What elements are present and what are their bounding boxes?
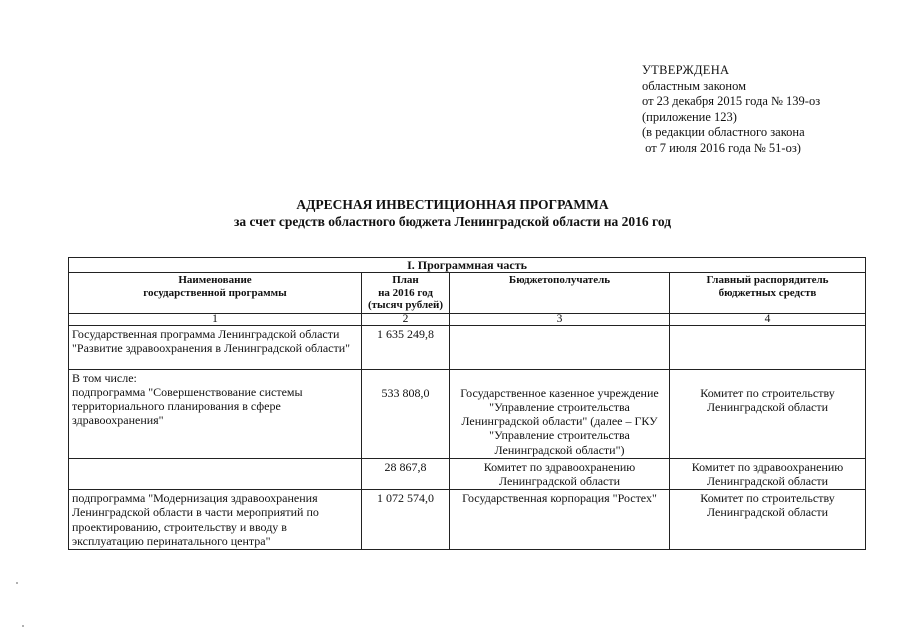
- plan-amount: 533 808,0: [362, 369, 450, 458]
- document-title-line1: АДРЕСНАЯ ИНВЕСТИЦИОННАЯ ПРОГРАММА: [296, 197, 609, 212]
- approval-stamp: [642, 63, 820, 156]
- scan-speck: [16, 582, 18, 584]
- column-number: 2: [362, 313, 450, 325]
- header-manager: [670, 273, 866, 314]
- header-manager-line: бюджетных средств: [718, 286, 817, 299]
- header-name-line: государственной программы: [143, 286, 287, 299]
- table-row: [69, 490, 866, 550]
- header-plan: [362, 273, 450, 314]
- header-plan-line: на 2016 год: [378, 286, 433, 299]
- program-name: подпрограмма "Совершенствование системы территориального планирования в сфере здравоохранения": [72, 384, 303, 428]
- approval-title: УТВЕРЖДЕНА: [642, 63, 730, 77]
- budget-manager: [670, 325, 866, 369]
- budget-manager: Комитет по строительству Ленинградской области: [670, 369, 866, 458]
- plan-amount: 28 867,8: [362, 458, 450, 489]
- plan-amount: 1 072 574,0: [362, 490, 450, 550]
- header-manager-line: Главный распорядитель: [706, 274, 829, 287]
- approval-line: (приложение 123): [642, 109, 737, 124]
- plan-amount: 1 635 249,8: [362, 325, 450, 369]
- header-recipient: Бюджетополучатель: [450, 273, 670, 314]
- approval-line: от 23 декабря 2015 года № 139-оз: [642, 94, 821, 108]
- budget-recipient: Государственное казенное учреждение "Управление строительства Ленинградской области" (далее – ГКУ "Управление строительства Ленинградской области"): [450, 369, 670, 458]
- approval-line: от 7 июля 2016 года № 51-оз): [642, 140, 801, 155]
- document-title: [0, 196, 905, 230]
- budget-recipient: Государственная корпорация "Ростех": [450, 490, 670, 550]
- budget-recipient: Комитет по здравоохранению Ленинградской области: [450, 458, 670, 489]
- column-number: 1: [69, 313, 362, 325]
- header-plan-line: (тысяч рублей): [367, 299, 444, 312]
- header-name: [69, 273, 362, 314]
- approval-line: (в редакции областного закона: [642, 125, 805, 139]
- program-name-cell: [69, 369, 362, 458]
- section-row: [69, 258, 866, 273]
- approval-line: областным законом: [642, 78, 747, 93]
- column-number-row: [69, 313, 866, 325]
- table-row: [69, 369, 866, 458]
- program-name: подпрограмма "Модернизация здравоохранения Ленинградской области в части мероприятий по проектированию, строительству и вводу в эксплуатацию перинатального центра": [69, 490, 362, 550]
- budget-recipient: [450, 325, 670, 369]
- header-plan-line: План: [392, 274, 419, 287]
- header-name-line: Наименование: [178, 274, 252, 287]
- column-number: 4: [670, 313, 866, 325]
- table-row: [69, 458, 866, 489]
- investment-program-table: [68, 257, 866, 550]
- budget-manager: Комитет по строительству Ленинградской области: [670, 490, 866, 550]
- scan-speck: [22, 625, 24, 627]
- budget-manager: Комитет по здравоохранению Ленинградской области: [670, 458, 866, 489]
- table-row: [69, 325, 866, 369]
- column-number: 3: [450, 313, 670, 325]
- program-name-prefix: В том числе:: [72, 370, 137, 385]
- document-title-line2: за счет средств областного бюджета Ленинградской области на 2016 год: [233, 214, 672, 229]
- program-name: [69, 458, 362, 489]
- section-title: I. Программная часть: [69, 258, 866, 273]
- program-name: Государственная программа Ленинградской области "Развитие здравоохранения в Ленинградской области": [69, 325, 362, 369]
- header-row: [69, 273, 866, 314]
